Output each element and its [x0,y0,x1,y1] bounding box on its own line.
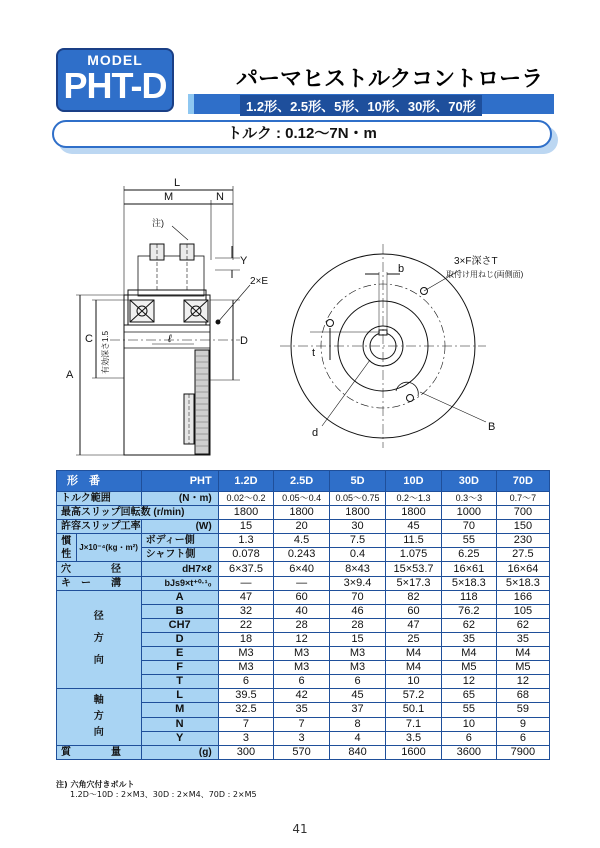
cell: 5×18.3 [441,576,496,590]
cell: 6×40 [274,562,330,576]
front-view-labels [312,255,524,439]
cell: 45 [329,689,385,703]
cell: 82 [386,590,442,604]
model-col: 70D [496,471,549,492]
cell: 57.2 [386,689,442,703]
row-label: L [141,689,218,703]
table-row [57,576,550,590]
cell: 62 [441,618,496,632]
torque-text: トルク : 0.12〜7N・m [227,125,377,142]
model-col: 1.2D [218,471,274,492]
row-label: M [141,703,218,717]
table-row [57,745,550,759]
row-label: ボディー側 [141,534,218,548]
table-row [57,534,550,548]
row-label: N [141,717,218,731]
cell: 4.5 [274,534,330,548]
row-unit: (W) [141,520,218,534]
dim-D: D [240,335,248,347]
cell: 7.1 [386,717,442,731]
cell: 7900 [496,745,549,759]
cell: 22 [218,618,274,632]
dim-B: B [488,421,496,433]
spec-table [56,470,550,760]
cell: 35 [496,632,549,646]
cell: 55 [441,703,496,717]
cell: 3 [218,731,274,745]
inertia-group: 慣 性 [57,534,77,562]
table-row [57,590,550,604]
cell: 700 [496,506,549,520]
dim-b: b [398,263,405,275]
cell: 0.7〜7 [496,492,549,506]
dim-t: t [312,347,316,359]
row-unit: (N・m) [141,492,218,506]
footnote-text: 1.2D〜10D : 2×M3、30D : 2×M4、70D : 2×M5 [70,790,257,799]
cell: M3 [218,661,274,675]
cell: 10 [441,717,496,731]
model-badge [56,48,174,112]
row-label: CH7 [141,618,218,632]
cell: 1.3 [218,534,274,548]
cell: 12 [274,632,330,646]
radial-group: 径 方 向 [57,590,142,689]
cell: 11.5 [386,534,442,548]
dim-F-note: 取付け用ねじ(両側面) [446,270,524,279]
cell: 35 [274,703,330,717]
row-label: シャフト側 [141,548,218,562]
cell: 0.02〜0.2 [218,492,274,506]
cell: 840 [329,745,385,759]
cell: 65 [441,689,496,703]
cell: M3 [329,647,385,661]
cell: 7 [274,717,330,731]
cell: 27.5 [496,548,549,562]
row-label: トルク範囲 [57,492,142,506]
cell: M4 [386,661,442,675]
row-label: 最高スリップ回転数 (r/min) [57,506,219,520]
cell: 570 [274,745,330,759]
dim-C: C [85,333,93,345]
cell: 70 [329,590,385,604]
cell: 59 [496,703,549,717]
cell: 8 [329,717,385,731]
row-unit: (g) [141,745,218,759]
row-label: 許容スリップ工率 [57,520,142,534]
cell: 8×43 [329,562,385,576]
cell: M5 [496,661,549,675]
table-row [57,492,550,506]
cell: 150 [496,520,549,534]
cell: 0.05〜0.4 [274,492,330,506]
row-label: 質 量 [57,745,142,759]
page-title: パーマヒストルクコントローラ [236,66,544,91]
page-number: 41 [292,822,308,836]
row-unit: bJs9×t⁺⁰·¹₀ [141,576,218,590]
table-row [57,689,550,703]
dim-d: d [312,427,319,439]
cell: 70 [441,520,496,534]
cell: 1800 [218,506,274,520]
model-col: 5D [329,471,385,492]
cell: M4 [386,647,442,661]
row-label: T [141,675,218,689]
cell: 47 [386,618,442,632]
table-header-row [57,471,550,492]
table-row [57,506,550,520]
model-name: PHT-D [63,65,167,106]
dim-ell: ℓ [168,333,172,345]
cell: 166 [496,590,549,604]
cell: 12 [496,675,549,689]
row-label: B [141,604,218,618]
cell: 39.5 [218,689,274,703]
cell: — [274,576,330,590]
technical-drawing [0,160,600,465]
cell: 7.5 [329,534,385,548]
cell: 1800 [274,506,330,520]
cell: 6×37.5 [218,562,274,576]
cell: 0.243 [274,548,330,562]
cell: 76.2 [441,604,496,618]
cell: 3.5 [386,731,442,745]
cell: M3 [218,647,274,661]
dim-M: M [164,191,174,203]
subtitle: 1.2形、2.5形、5形、10形、30形、70形 [240,95,482,116]
header-model: PHT [141,471,218,492]
cell: 6 [496,731,549,745]
cell: 0.2〜1.3 [386,492,442,506]
cell: 15×53.7 [386,562,442,576]
cell: 5×18.3 [496,576,549,590]
cell: 3600 [441,745,496,759]
torque-banner [52,120,552,148]
cell: 6 [218,675,274,689]
cell: 105 [496,604,549,618]
row-label: キ ー 溝 [57,576,142,590]
cell: 6 [274,675,330,689]
cell: 35 [441,632,496,646]
cell: 46 [329,604,385,618]
table-row [57,562,550,576]
model-col: 30D [441,471,496,492]
cell: 45 [386,520,442,534]
cell: M3 [329,661,385,675]
cell: 60 [386,604,442,618]
table-row [57,520,550,534]
cell: 42 [274,689,330,703]
cell: 1800 [329,506,385,520]
effective-depth: 有効深さ1.5 [101,330,110,374]
note-label: 注) [152,218,164,228]
dim-A: A [66,369,74,381]
axial-group: 軸 方 向 [57,689,142,745]
cell: 30 [329,520,385,534]
header-label: 形 番 [57,471,142,492]
cell: 118 [441,590,496,604]
cell: M5 [441,661,496,675]
row-label: Y [141,731,218,745]
model-col: 10D [386,471,442,492]
cell: M4 [441,647,496,661]
cell: 1600 [386,745,442,759]
cell: — [218,576,274,590]
cell: 0.078 [218,548,274,562]
cell: 3×9.4 [329,576,385,590]
cell: 1000 [441,506,496,520]
cell: 50.1 [386,703,442,717]
model-label: MODEL [87,52,143,68]
cell: 0.05〜0.75 [329,492,385,506]
inertia-unit: J×10⁻⁴(kg・m²) [76,534,141,562]
cell: 28 [274,618,330,632]
cell: 7 [218,717,274,731]
cell: 60 [274,590,330,604]
footnote-title: 注) 六角穴付きボルト [56,780,135,789]
cell: 6 [441,731,496,745]
cell: 15 [329,632,385,646]
cell: 3 [274,731,330,745]
row-unit: dH7×ℓ [141,562,218,576]
cell: M3 [274,661,330,675]
cell: 1800 [386,506,442,520]
dim-F: 3×F深さT [454,256,498,267]
cell: 4 [329,731,385,745]
cell: 230 [496,534,549,548]
cell: 6.25 [441,548,496,562]
cell: 20 [274,520,330,534]
row-label: F [141,661,218,675]
dim-E: 2×E [250,276,269,287]
row-label: A [141,590,218,604]
cell: 0.3〜3 [441,492,496,506]
cell: 37 [329,703,385,717]
cell: 18 [218,632,274,646]
cell: M3 [274,647,330,661]
cell: 68 [496,689,549,703]
cell: 28 [329,618,385,632]
cell: 0.4 [329,548,385,562]
cell: 1.075 [386,548,442,562]
cell: 16×64 [496,562,549,576]
dim-Y: Y [240,255,248,267]
cell: 16×61 [441,562,496,576]
cell: 47 [218,590,274,604]
cell: 62 [496,618,549,632]
row-label: D [141,632,218,646]
row-label: 穴 径 [57,562,142,576]
cell: 32 [218,604,274,618]
cell: 9 [496,717,549,731]
cell: M4 [496,647,549,661]
model-col: 2.5D [274,471,330,492]
cell: 12 [441,675,496,689]
cell: 5×17.3 [386,576,442,590]
cell: 6 [329,675,385,689]
cell: 15 [218,520,274,534]
cell: 40 [274,604,330,618]
cell: 10 [386,675,442,689]
dim-L: L [174,177,181,189]
dim-N: N [216,191,224,203]
cell: 32.5 [218,703,274,717]
cell: 55 [441,534,496,548]
cell: 25 [386,632,442,646]
cell: 300 [218,745,274,759]
row-label: E [141,647,218,661]
